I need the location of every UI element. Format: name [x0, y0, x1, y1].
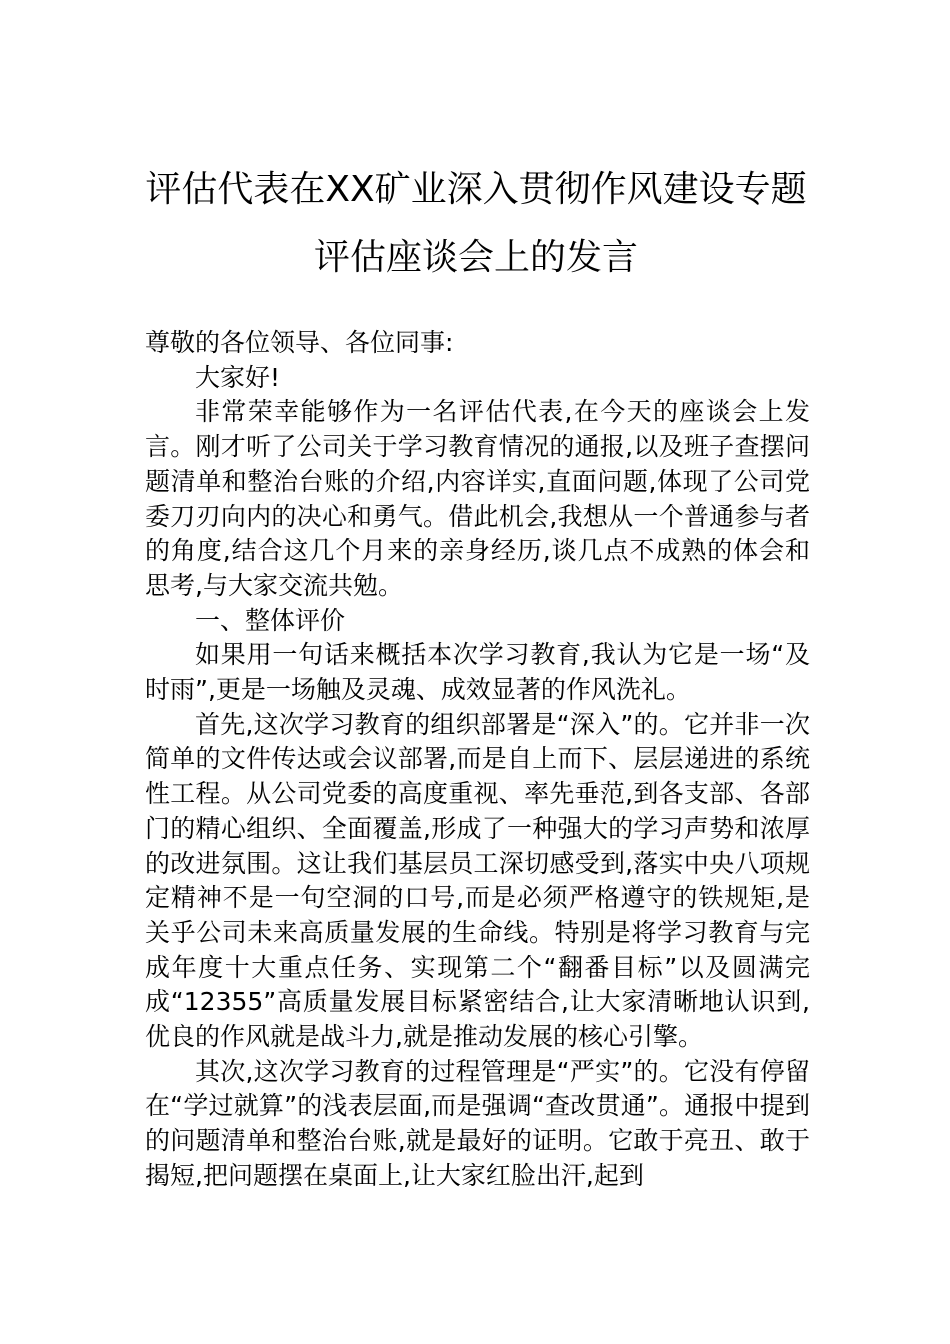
paragraph-second-point: 其次,这次学习教育的过程管理是“严实”的。它没有停留在“学过就算”的浅表层面,而是强调“查改贯通”。通报中提到的问题清单和整治台账,就是最好的证明。它敢于亮丑、敢于揭短,把问题摆在桌面上,让大家红脸出汗,起到: [145, 1056, 810, 1190]
paragraph-intro: 非常荣幸能够作为一名评估代表,在今天的座谈会上发言。刚才听了公司关于学习教育情况的通报,以及班子查摆问题清单和整治台账的介绍,内容详实,直面问题,体现了公司党委刀刃向内的决心和勇气。借此机会,我想从一个普通参与者的角度,结合这几个月来的亲身经历,谈几点不成熟的体会和思考,与大家交流共勉。: [145, 397, 810, 600]
document-title-line-2: 评估座谈会上的发言: [313, 237, 638, 278]
greeting: 大家好!: [195, 362, 281, 392]
paragraph-summary: 如果用一句话来概括本次学习教育,我认为它是一场“及时雨”,更是一场触及灵魂、成效显著的作风洗礼。: [145, 640, 810, 705]
section-heading-overall-evaluation: 一、整体评价: [195, 605, 346, 635]
document-body: [145, 326, 810, 1194]
paragraph-first-point: 首先,这次学习教育的组织部署是“深入”的。它并非一次简单的文件传达或会议部署,而是自上而下、层层递进的系统性工程。从公司党委的高度重视、率先垂范,到各支部、各部门的精心组织、全面覆盖,形成了一种强大的学习声势和浓厚的改进氛围。这让我们基层员工深切感受到,落实中央八项规定精神不是一句空洞的口号,而是必须严格遵守的铁规矩,是关乎公司未来高质量发展的生命线。特别是将学习教育与完成年度十大重点任务、实现第二个“翻番目标”以及圆满完成“12355”高质量发展目标紧密结合,让大家清晰地认识到,优良的作风就是战斗力,就是推动发展的核心引擎。: [145, 709, 810, 1052]
salutation: 尊敬的各位领导、各位同事:: [145, 328, 454, 357]
document-title-line-1: 评估代表在XX矿业深入贯彻作风建设专题: [145, 169, 807, 210]
